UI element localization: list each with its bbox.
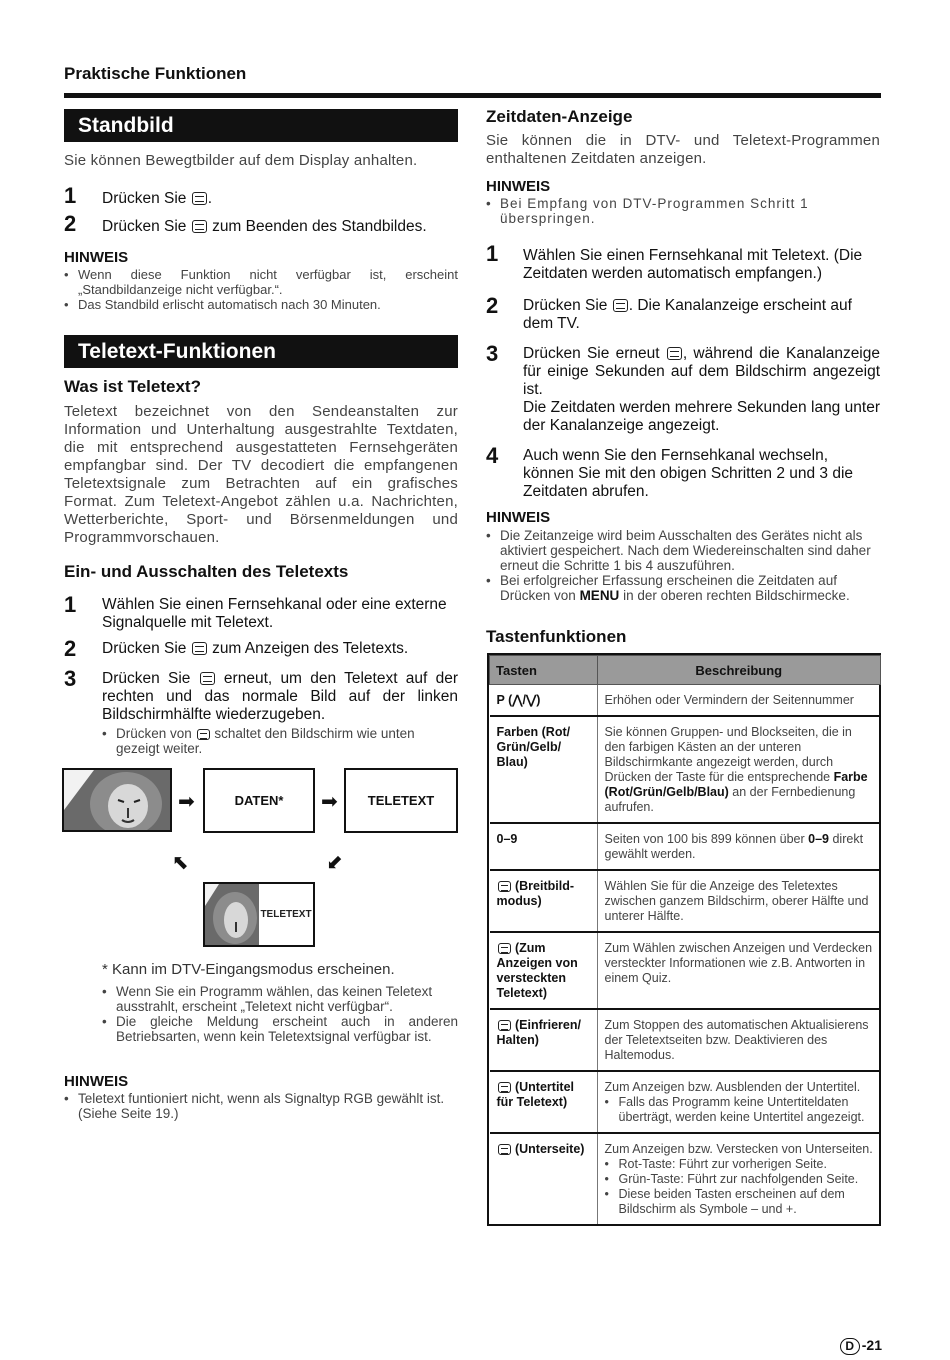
zeitdaten-notes2 (486, 528, 880, 603)
what-is-teletext-title: Was ist Teletext? (64, 377, 201, 396)
note-item: • Die gleiche Meldung erscheint auch in anderen Betriebsarten, wenn kein Teletextsignal verfügbar ist. (102, 1014, 458, 1044)
standbild-intro: Sie können Bewegtbilder auf dem Display anhalten. (64, 152, 418, 169)
step-number: 3 (486, 341, 499, 366)
step-number: 1 (64, 592, 77, 617)
teletext-bullets (102, 984, 458, 1044)
step-text: Drücken Sie . (102, 190, 213, 207)
step-number: 2 (64, 211, 77, 236)
note-item: • Wenn Sie ein Programm wählen, das keinen Teletext ausstrahlt, erscheint „Teletext nicht verfügbar“. (102, 984, 458, 1014)
note-item: • Bei erfolgreicher Erfassung erscheinen die Zeitdaten auf Drücken von MENU in der oberen rechten Bildschirmecke. (486, 573, 880, 603)
lion-image (64, 770, 170, 830)
cell-bullet: • Rot-Taste: Führt zur vorherigen Seite. (605, 1157, 875, 1172)
zeitdaten-intro: Sie können die in DTV- und Teletext-Programmen enthaltenen Zeitdaten anzeigen. (486, 132, 880, 167)
step-text: Drücken Sie zum Beenden des Standbildes. (102, 218, 427, 235)
page-number: D -21 (840, 1337, 882, 1355)
table-row (490, 685, 881, 717)
note-item: • Die Zeitanzeige wird beim Ausschalten des Gerätes nicht als aktiviert gespeichert. Nach dem Wiedereinschalten sind daher erneut die Schritte 1 bis 4 auszuführen. (486, 528, 880, 573)
standbild-note-title: HINWEIS (64, 249, 129, 266)
table-header-row (490, 656, 881, 685)
teletext-steps (64, 592, 458, 756)
note-item: • Wenn diese Funktion nicht verfügbar ist, erscheint „Standbildanzeige nicht verfügbar.“. (64, 267, 458, 297)
key-cell: 0–9 (490, 823, 598, 870)
freeze-key-icon (192, 192, 207, 205)
lion-image (205, 884, 259, 945)
zeitdaten-step (486, 293, 880, 333)
teletext-title: Teletext-Funktionen (64, 335, 458, 368)
table-row (490, 1071, 881, 1133)
desc-cell: Sie können Gruppen- und Blockseiten, die in den farbigen Kästen an der unteren Bildschirmkante angezeigt werden, durch Drücken der Taste für die entsprechende Farbe (Rot/Grün/Gelb/Blau) an der Fernbedienung aufrufen. (597, 716, 881, 823)
info-key-icon (613, 299, 628, 312)
zeitdaten-note2-title: HINWEIS (486, 509, 551, 526)
daten-box: DATEN* (203, 768, 315, 833)
key-cell: (Breitbild-modus) (490, 870, 598, 932)
step-text: Drücken Sie . Die Kanalanzeige erscheint auf dem TV. (523, 297, 852, 332)
info-key-icon (667, 347, 682, 360)
key-function-table (489, 655, 881, 1224)
zeitdaten-title: Zeitdaten-Anzeige (486, 107, 633, 126)
desc-cell: Zum Stoppen des automatischen Aktualisierens der Teletextseiten bzw. Deaktivieren des Haltemodus. (597, 1009, 881, 1071)
table-row (490, 870, 881, 932)
desc-cell: Erhöhen oder Vermindern der Seitennummer (597, 685, 881, 717)
standbild-notes (64, 267, 458, 312)
desc-cell: Zum Anzeigen bzw. Ausblenden der Untertitel. • Falls das Programm keine Untertiteldaten überträgt, werden keine Untertitel angezeigt. (597, 1071, 881, 1133)
subtitle-key-icon (498, 1082, 511, 1093)
step-number: 2 (64, 636, 77, 661)
reveal-key-icon (498, 943, 511, 954)
key-cell: (Unterseite) (490, 1133, 598, 1224)
step-text: Wählen Sie einen Fernsehkanal mit Teletext. (Die Zeitdaten werden automatisch empfangen.) (523, 247, 863, 282)
step-number: 4 (486, 443, 499, 468)
note-item: • Das Standbild erlischt automatisch nach 30 Minuten. (64, 297, 458, 312)
tv-picture-image (62, 768, 172, 832)
arrow-down-left-icon: ⬅ (321, 849, 349, 877)
step-number: 2 (486, 293, 499, 318)
freeze-key-icon (192, 220, 207, 233)
teletext-key-icon (197, 729, 210, 740)
step-text: Drücken Sie erneut, um den Teletext auf der rechten und das normale Bild auf der linken Bildschirmhälfte wiederzugeben. (102, 670, 458, 723)
cell-bullet: • Grün-Taste: Führt zur nachfolgenden Seite. (605, 1172, 875, 1187)
step-number: 1 (486, 241, 499, 266)
standbild-step (64, 211, 458, 239)
desc-cell: Wählen Sie für die Anzeige des Teletextes zwischen ganzem Bildschirm, oberer Hälfte und unterer Hälfte. (597, 870, 881, 932)
table-row (490, 716, 881, 823)
split-screen-box (203, 882, 315, 947)
desc-cell: Seiten von 100 bis 899 können über 0–9 direkt gewählt werden. (597, 823, 881, 870)
key-cell: (Einfrieren/ Halten) (490, 1009, 598, 1071)
zeitdaten-steps (486, 241, 880, 501)
standbild-steps (64, 183, 458, 239)
zeitdaten-step (486, 241, 880, 283)
split-teletext-label: TELETEXT (260, 909, 312, 920)
teletext-notes (64, 1091, 458, 1121)
step-text: Wählen Sie einen Fernsehkanal oder eine externe Signalquelle mit Teletext. (102, 596, 447, 631)
table-row (490, 823, 881, 870)
standbild-step (64, 183, 458, 211)
arrow-up-left-icon: ⬅ (166, 849, 194, 877)
key-cell: (Untertitel für Teletext) (490, 1071, 598, 1133)
wide-mode-key-icon (498, 881, 511, 892)
table-row (490, 1133, 881, 1224)
standbild-title: Standbild (64, 109, 458, 142)
arrow-right-icon: ➡ (321, 791, 338, 813)
subpage-key-icon (498, 1144, 511, 1155)
step-text: Drücken Sie erneut , während die Kanalanzeige für einige Sekunden auf dem Bildschirm angezeigt ist. Die Zeitdaten werden mehrere Sekunden lang unter der Kanalanzeige angezeigt. (523, 345, 880, 434)
teletext-step (64, 636, 458, 662)
step-number: 1 (64, 183, 77, 208)
teletext-step (64, 666, 458, 724)
tasten-title: Tastenfunktionen (486, 627, 627, 646)
col-desc: Beschreibung (597, 656, 881, 685)
table-row (490, 932, 881, 1009)
hold-key-icon (498, 1020, 511, 1031)
teletext-key-icon (200, 672, 215, 685)
footnote: * Kann im DTV-Eingangsmodus erscheinen. (102, 961, 395, 978)
step-number: 3 (64, 666, 77, 691)
note-item: • Teletext funtioniert nicht, wenn als Signaltyp RGB gewählt ist. (Siehe Seite 19.) (64, 1091, 458, 1121)
what-is-teletext-text: Teletext bezeichnet von den Sendeanstalten zur Information und Unterhaltung ausgestrahlte Textdaten, die mit entsprechend ausgestatteten Fernsehgeräten empfangbar sind. Der TV decodiert die empfangenen Teletextsignale zum Betrachten auf ein grafisches Format. Zum Teletext-Angebot zählen u.a. Nachrichten, Wetterberichte, Sport- und Börsenmeldungen und Programmvorschauen. (64, 403, 458, 546)
step-text: Auch wenn Sie den Fernsehkanal wechseln, können Sie mit den obigen Schritten 2 und 3 die Zeitdaten abrufen. (523, 447, 854, 500)
desc-cell: Zum Anzeigen bzw. Verstecken von Unterseiten. • Rot-Taste: Führt zur vorherigen Seite. • Grün-Taste: Führt zur nachfolgenden Seite. • Diese beiden Tasten erscheinen auf dem Bildschirm als Symbole – und +. (597, 1133, 881, 1224)
step3-sub-note: • Drücken von schaltet den Bildschirm wie unten gezeigt weiter. (102, 726, 458, 756)
onoff-title: Ein- und Ausschalten des Teletexts (64, 562, 349, 581)
tasten-table (487, 653, 881, 1226)
step-text: Drücken Sie zum Anzeigen des Teletexts. (102, 640, 409, 657)
region-badge: D (840, 1338, 860, 1355)
arrow-right-icon: ➡ (178, 791, 195, 813)
cell-bullet: • Diese beiden Tasten erscheinen auf dem Bildschirm als Symbole – und +. (605, 1187, 875, 1217)
key-cell: Farben (Rot/ Grün/Gelb/ Blau) (490, 716, 598, 823)
cell-bullet: • Falls das Programm keine Untertiteldaten überträgt, werden keine Untertitel angezeigt. (605, 1095, 875, 1125)
key-cell: P (⋀/⋁) (490, 685, 598, 717)
desc-cell: Zum Wählen zwischen Anzeigen und Verdecken versteckter Informationen wie z.B. Antworten in einem Quiz. (597, 932, 881, 1009)
zeitdaten-step (486, 341, 880, 435)
teletext-key-icon (192, 642, 207, 655)
table-row (490, 1009, 881, 1071)
header-rule (64, 93, 881, 98)
zeitdaten-step (486, 443, 880, 501)
zeitdaten-note-title: HINWEIS (486, 178, 551, 195)
teletext-box: TELETEXT (344, 768, 458, 833)
teletext-note-title: HINWEIS (64, 1073, 129, 1090)
key-cell: (Zum Anzeigen von versteckten Teletext) (490, 932, 598, 1009)
zeitdaten-note (486, 196, 880, 226)
note-item: • Bei Empfang von DTV-Programmen Schritt 1 überspringen. (486, 196, 880, 226)
teletext-step (64, 592, 458, 632)
col-keys: Tasten (490, 656, 598, 685)
section-header: Praktische Funktionen (64, 64, 247, 83)
